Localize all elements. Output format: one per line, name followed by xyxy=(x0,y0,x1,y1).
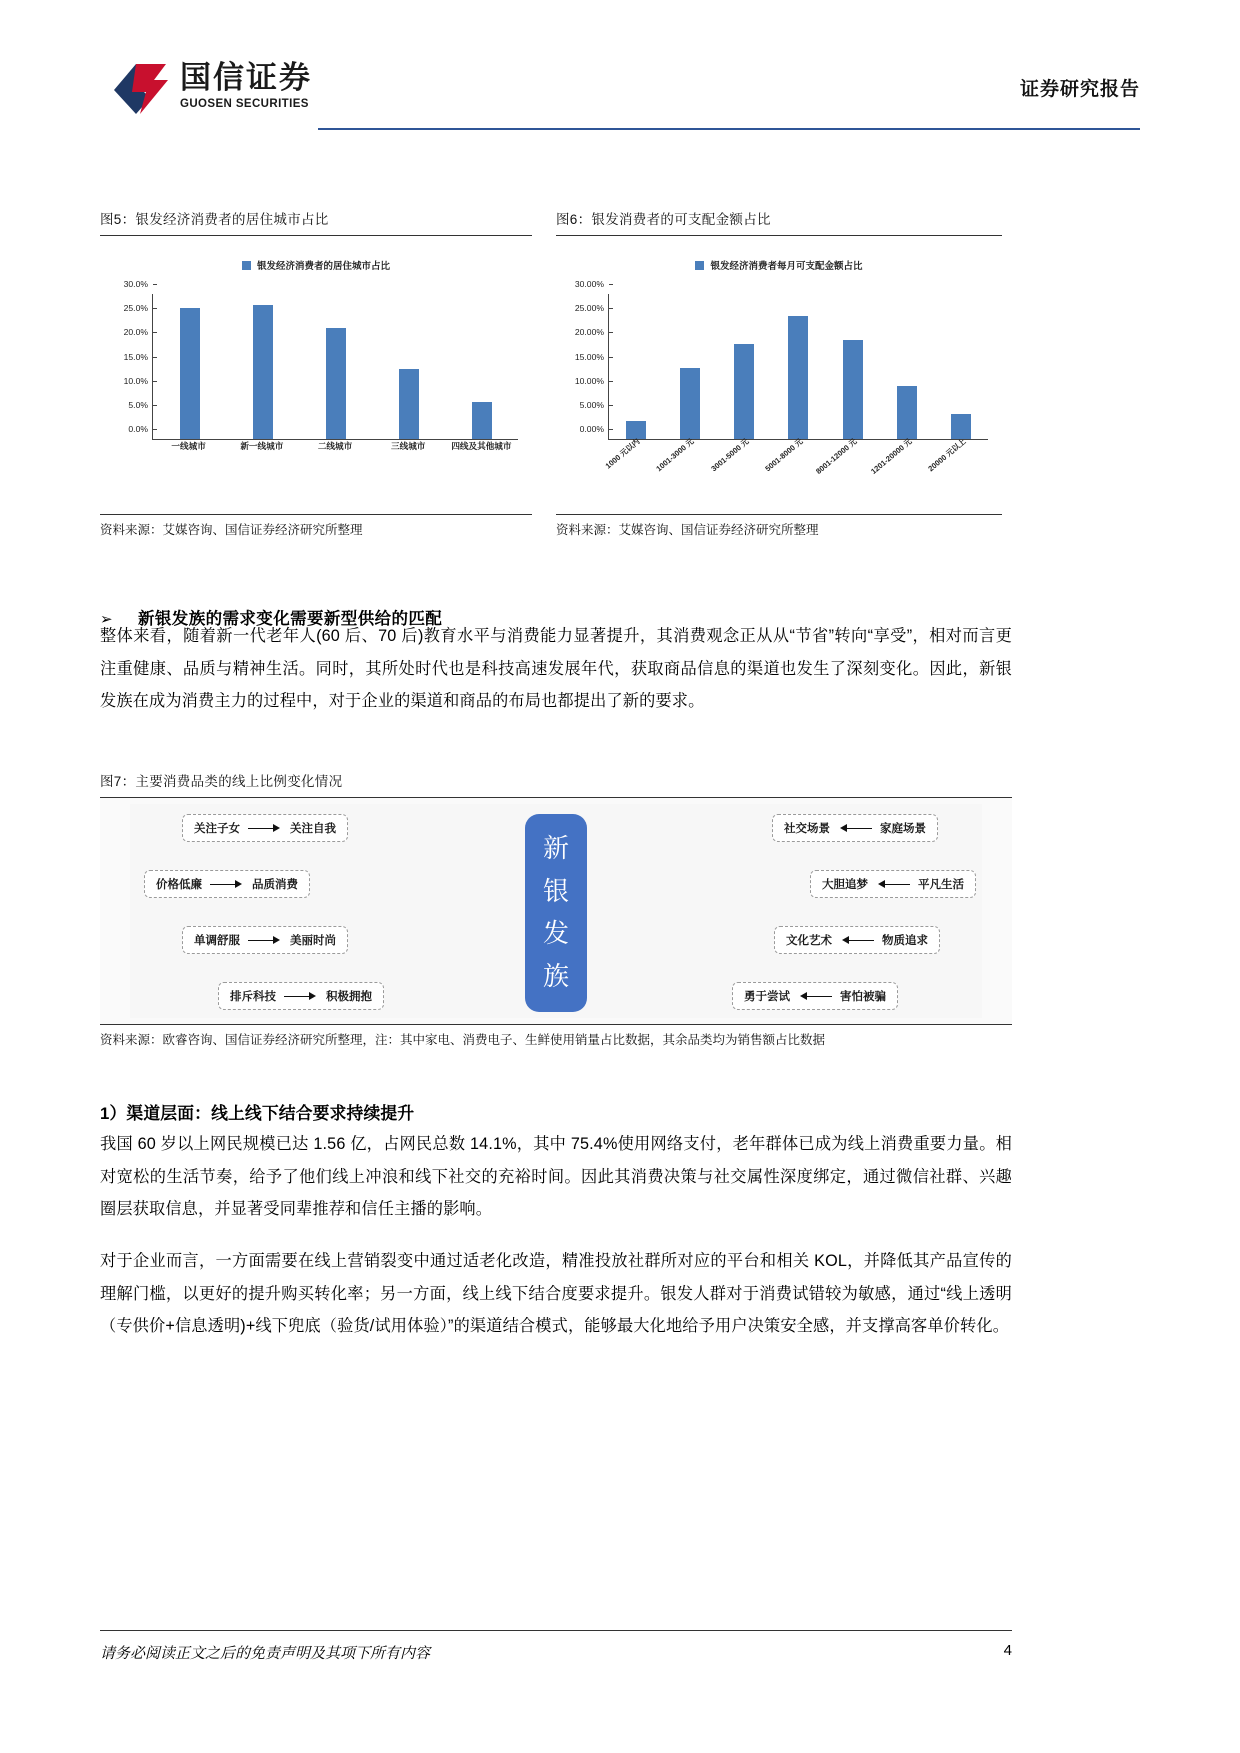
diagram-chip xyxy=(182,814,348,842)
paragraph-channel-2: 对于企业而言，一方面需要在线上营销裂变中通过适老化改造，精准投放社群所对应的平台和相关 KOL，并降低其产品宣传的理解门槛，以更好的提升购买转化率；另一方面，线上线下结合度要求提升。银发人群对于消费试错较为敏感，通过“线上透明（专供价+信息透明)+线下兜底（验货/试用体验）”的渠道结合模式，能够最大化地给予用户决策安全感，并支撑高客单价转化。 xyxy=(100,1252,1012,1335)
bar-slot xyxy=(717,294,771,439)
x-axis-label: 三线城市 xyxy=(391,441,426,451)
section-heading-channel: 1）渠道层面：线上线下结合要求持续提升 xyxy=(100,1104,415,1123)
x-axis-label: 5001-8000 元 xyxy=(763,436,805,474)
chip-label-from: 文化艺术 xyxy=(786,935,832,947)
y-axis-tick: 5.00% xyxy=(580,400,609,410)
page-header xyxy=(100,60,1140,132)
diagram-canvas xyxy=(130,804,982,1018)
x-axis-label: 3001-5000 元 xyxy=(709,436,751,474)
paragraph-channel-1: 我国 60 岁以上网民规模已达 1.56 亿，占网民总数 14.1%，其中 75.4%使用网络支付，老年群体已成为线上消费重要力量。相对宽松的生活节奏，给予了他们线上冲浪和线下社交的充裕时间。因此其消费决策与社交属性深度绑定，通过微信社群、兴趣圈层获取信息，并显著受同辈推荐和信任主播的影响。 xyxy=(100,1135,1012,1218)
figure-5-panel xyxy=(100,208,532,540)
paragraph-intro: 整体来看，随着新一代老年人(60 后、70 后)教育水平与消费能力显著提升，其消费观念正从从“节省”转向“享受”，相对而言更注重健康、品质与精神生活。同时，其所处时代也是科技高速发展年代，获取商品信息的渠道也发生了深刻变化。因此，新银发族在成为消费主力的过程中，对于企业的渠道和商品的布局也都提出了新的要求。 xyxy=(100,627,1012,710)
figure-5-chart xyxy=(100,236,532,514)
chip-label-from: 关注子女 xyxy=(194,823,240,835)
bar xyxy=(253,305,273,439)
arrow-right-icon xyxy=(248,935,282,945)
y-axis-tick: 15.0% xyxy=(124,352,153,362)
arrow-left-icon xyxy=(840,935,874,945)
plot-area xyxy=(100,279,532,478)
bar xyxy=(326,328,346,439)
chip-label-to: 平凡生活 xyxy=(918,879,964,891)
bar xyxy=(734,344,754,439)
header-divider xyxy=(318,128,1140,130)
bar-slot xyxy=(299,294,372,439)
diagram-chip xyxy=(182,926,348,954)
bar xyxy=(180,308,200,439)
chip-label-to: 物质追求 xyxy=(882,935,928,947)
legend-label: 银发经济消费者的居住城市占比 xyxy=(256,261,390,272)
y-axis-tick: 10.0% xyxy=(124,376,153,386)
bar-slot xyxy=(445,294,518,439)
center-pill-char: 银 xyxy=(542,876,569,907)
figure-6-panel xyxy=(556,208,1002,540)
diagram-chip xyxy=(772,814,938,842)
figure-7-diagram xyxy=(100,798,1012,1024)
diagram-chip xyxy=(144,870,310,898)
chip-label-from: 社交场景 xyxy=(784,823,830,835)
guosen-logo-icon xyxy=(110,60,172,118)
y-axis-tick: 30.0% xyxy=(124,279,153,289)
x-axis-label: 新一线城市 xyxy=(240,441,284,451)
x-axis-label: 20000 元以上 xyxy=(926,436,968,474)
legend-swatch-icon xyxy=(695,261,704,270)
plot-area xyxy=(556,279,1002,478)
diagram-chip xyxy=(810,870,976,898)
figure-7-caption: 图7：主要消费品类的线上比例变化情况 xyxy=(100,770,1012,798)
y-axis-tick: 15.00% xyxy=(575,352,609,362)
report-type-label: 证券研究报告 xyxy=(1019,79,1140,100)
arrow-right-icon xyxy=(210,879,244,889)
x-axis-label: 1201-20000 元 xyxy=(868,436,913,476)
chip-label-to: 关注自我 xyxy=(290,823,336,835)
bar-series xyxy=(153,294,518,439)
bar-slot xyxy=(934,294,988,439)
x-axis-label: 1000 元以内 xyxy=(603,436,642,471)
bar xyxy=(399,369,419,439)
y-axis-tick: 5.0% xyxy=(128,400,153,410)
center-pill-char: 新 xyxy=(542,834,569,865)
bar-slot xyxy=(153,294,226,439)
figure-6-caption: 图6：银发消费者的可支配金额占比 xyxy=(556,208,1002,236)
chip-label-from: 大胆追梦 xyxy=(822,879,868,891)
bar xyxy=(680,368,700,439)
figure-7-panel xyxy=(100,770,1012,1050)
chip-label-to: 品质消费 xyxy=(252,879,298,891)
bar-slot xyxy=(372,294,445,439)
y-axis-tick: 20.00% xyxy=(575,327,609,337)
legend-label: 银发经济消费者每月可支配金额占比 xyxy=(710,261,863,272)
y-axis-tick: 25.00% xyxy=(575,303,609,313)
center-pill-char: 发 xyxy=(542,919,569,950)
diagram-chip xyxy=(732,982,898,1010)
chip-label-to: 家庭场景 xyxy=(880,823,926,835)
bar-slot xyxy=(880,294,934,439)
arrow-left-icon xyxy=(838,823,872,833)
chip-label-to: 害怕被骗 xyxy=(840,991,886,1003)
chart-legend xyxy=(100,236,532,272)
chip-label-to: 积极拥抱 xyxy=(326,991,372,1003)
chip-label-from: 勇于尝试 xyxy=(744,991,790,1003)
arrow-left-icon xyxy=(798,991,832,1001)
figure-5-caption: 图5：银发经济消费者的居住城市占比 xyxy=(100,208,532,236)
page-number: 4 xyxy=(1003,1642,1012,1659)
bar-slot xyxy=(771,294,825,439)
bar-slot xyxy=(609,294,663,439)
figure-7-source: 资料来源：欧睿咨询、国信证券经济研究所整理，注：其中家电、消费电子、生鲜使用销量占比数据，其余品类均为销售额占比数据 xyxy=(100,1024,1012,1050)
brand-wordmark xyxy=(180,60,312,110)
y-axis-tick: 25.0% xyxy=(124,303,153,313)
x-axis-label: 8001-12000 元 xyxy=(814,436,859,476)
chip-label-from: 价格低廉 xyxy=(156,879,202,891)
chip-label-from: 排斥科技 xyxy=(230,991,276,1003)
x-axis-label: 四线及其他城市 xyxy=(451,441,512,451)
figure-6-source: 资料来源：艾媒咨询、国信证券经济研究所整理 xyxy=(556,514,1002,540)
chart-legend xyxy=(556,236,1002,272)
x-axis-label: 一线城市 xyxy=(171,441,206,451)
bar-slot xyxy=(826,294,880,439)
figure-6-chart xyxy=(556,236,1002,514)
footer-disclaimer: 请务必阅读正文之后的免责声明及其项下所有内容 xyxy=(100,1645,431,1662)
x-axis-labels xyxy=(603,432,988,478)
x-axis-label: 二线城市 xyxy=(317,441,353,451)
diagram-chip xyxy=(218,982,384,1010)
x-axis-label: 1001-3000 元 xyxy=(654,436,696,474)
arrow-right-icon xyxy=(248,823,282,833)
bar xyxy=(472,402,492,439)
bar-slot xyxy=(663,294,717,439)
center-pill-char: 族 xyxy=(542,961,569,992)
bullet-arrow-icon: ➢ xyxy=(100,611,113,628)
brand-name-cn: 国信证券 xyxy=(180,60,312,96)
center-pill-label xyxy=(525,814,587,1012)
brand-name-en: GUOSEN SECURITIES xyxy=(180,98,309,111)
footer-divider xyxy=(100,1630,1012,1631)
bar xyxy=(788,316,808,439)
diagram-chip xyxy=(774,926,940,954)
bullet-heading-text: 新银发族的需求变化需要新型供给的匹配 xyxy=(138,610,443,628)
chip-label-from: 单调舒服 xyxy=(194,935,240,947)
arrow-right-icon xyxy=(284,991,318,1001)
bar-slot xyxy=(226,294,299,439)
chip-label-to: 美丽时尚 xyxy=(290,935,336,947)
figure-5-source: 资料来源：艾媒咨询、国信证券经济研究所整理 xyxy=(100,514,532,540)
y-axis-tick: 0.0% xyxy=(128,424,153,434)
y-axis-tick: 30.00% xyxy=(575,279,609,289)
axes xyxy=(123,279,518,440)
axes xyxy=(574,279,988,440)
y-axis-tick: 20.0% xyxy=(124,327,153,337)
bar xyxy=(843,340,863,439)
x-axis-labels xyxy=(152,440,518,466)
bar-series xyxy=(609,294,988,439)
arrow-left-icon xyxy=(876,879,910,889)
y-axis-tick: 0.00% xyxy=(580,424,609,434)
brand-logo xyxy=(110,60,312,118)
y-axis-tick: 10.00% xyxy=(575,376,609,386)
legend-swatch-icon xyxy=(242,261,251,270)
